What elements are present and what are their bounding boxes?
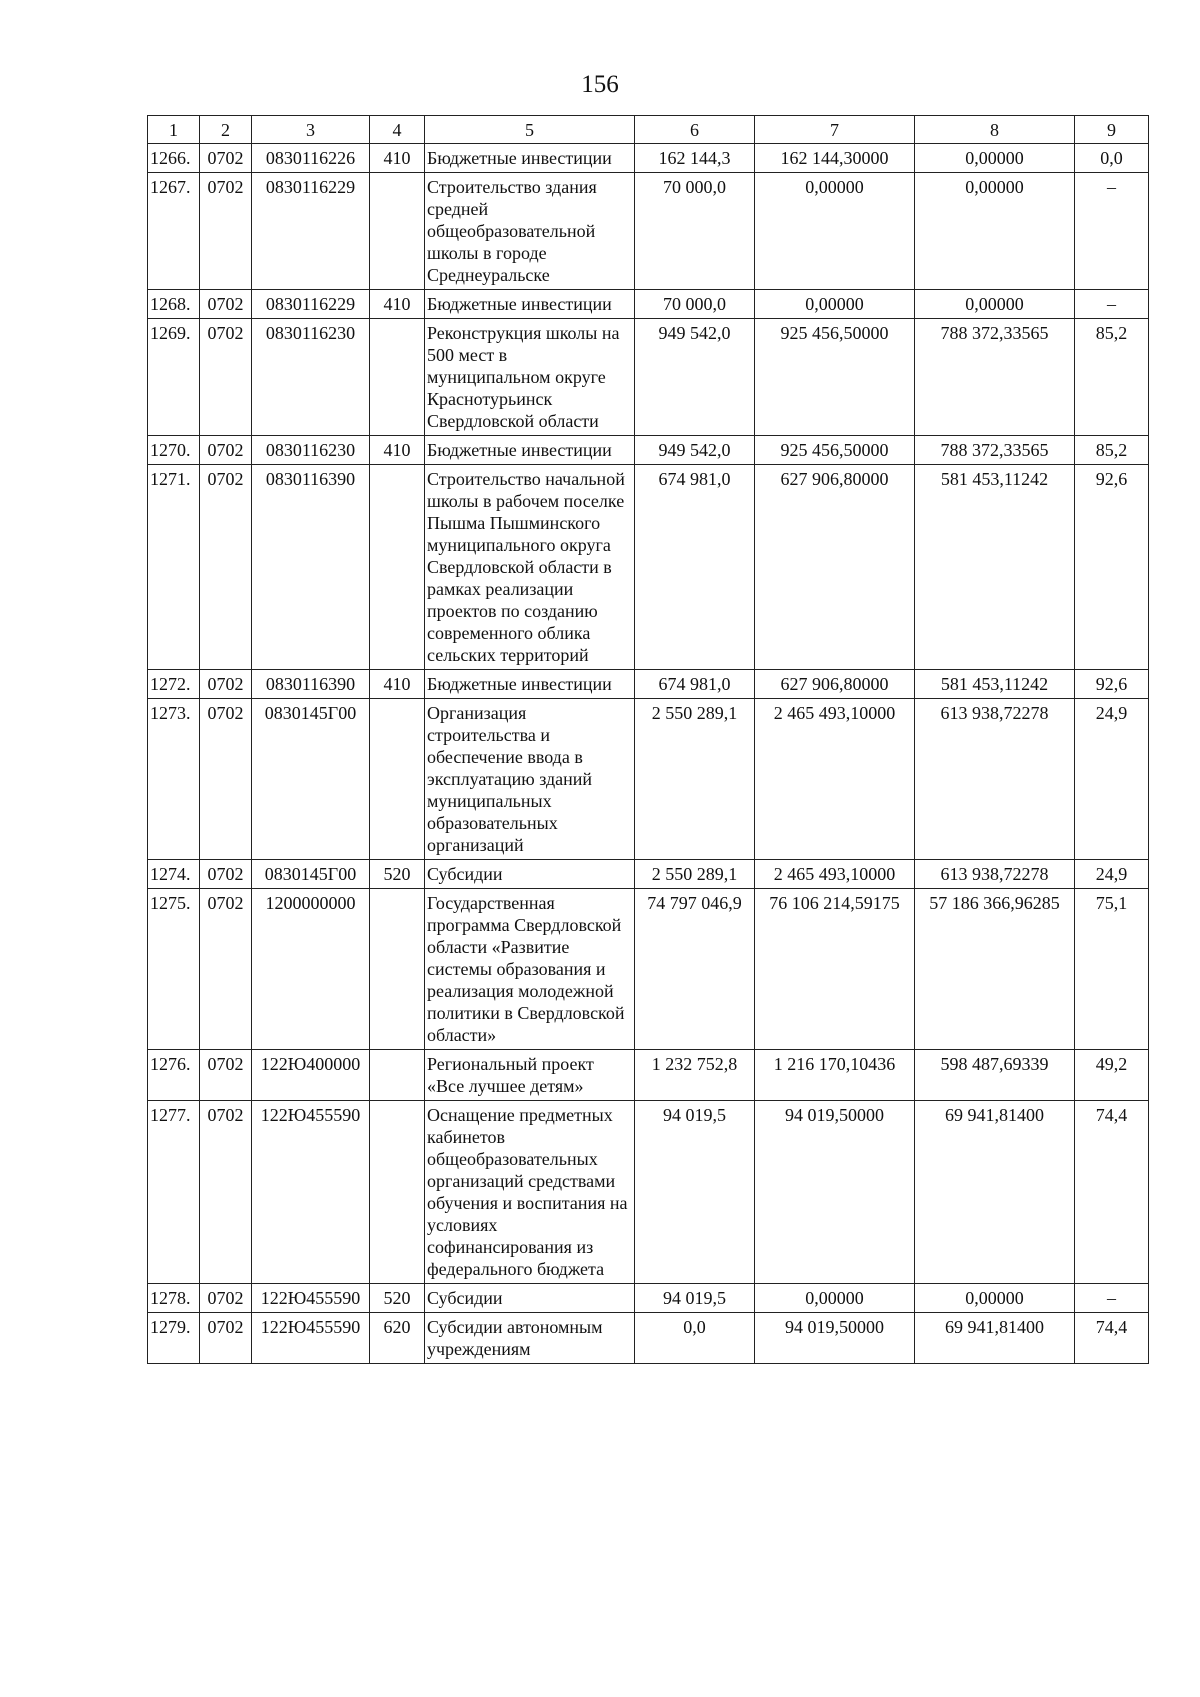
value-col-6: 674 981,0 bbox=[635, 670, 755, 699]
item-name: Субсидии bbox=[425, 860, 635, 889]
item-name: Реконструкция школы на 500 мест в муниципальном округе Краснотурьинск Свердловской области bbox=[425, 319, 635, 436]
section-code: 0702 bbox=[200, 699, 252, 860]
expense-type: 520 bbox=[370, 1284, 425, 1313]
value-col-8: 581 453,11242 bbox=[915, 465, 1075, 670]
table-row bbox=[148, 699, 1149, 860]
target-code: 0830116390 bbox=[252, 670, 370, 699]
target-code: 122Ю455590 bbox=[252, 1284, 370, 1313]
percent-col-9: – bbox=[1075, 290, 1149, 319]
table-row bbox=[148, 319, 1149, 436]
table-row bbox=[148, 465, 1149, 670]
value-col-6: 2 550 289,1 bbox=[635, 860, 755, 889]
row-number: 1268. bbox=[148, 290, 200, 319]
expense-type bbox=[370, 699, 425, 860]
row-number: 1279. bbox=[148, 1313, 200, 1364]
table-body bbox=[148, 144, 1149, 1364]
column-header: 6 bbox=[635, 116, 755, 144]
value-col-6: 1 232 752,8 bbox=[635, 1050, 755, 1101]
column-header: 2 bbox=[200, 116, 252, 144]
item-name: Субсидии bbox=[425, 1284, 635, 1313]
section-code: 0702 bbox=[200, 670, 252, 699]
value-col-6: 0,0 bbox=[635, 1313, 755, 1364]
column-header: 1 bbox=[148, 116, 200, 144]
section-code: 0702 bbox=[200, 889, 252, 1050]
section-code: 0702 bbox=[200, 1101, 252, 1284]
table-row bbox=[148, 860, 1149, 889]
row-number: 1270. bbox=[148, 436, 200, 465]
value-col-8: 598 487,69339 bbox=[915, 1050, 1075, 1101]
expense-type: 410 bbox=[370, 290, 425, 319]
row-number: 1274. bbox=[148, 860, 200, 889]
target-code: 0830116226 bbox=[252, 144, 370, 173]
expense-type: 410 bbox=[370, 670, 425, 699]
value-col-8: 613 938,72278 bbox=[915, 860, 1075, 889]
value-col-7: 0,00000 bbox=[755, 1284, 915, 1313]
target-code: 0830116229 bbox=[252, 290, 370, 319]
budget-table bbox=[147, 115, 1149, 1364]
percent-col-9: 92,6 bbox=[1075, 670, 1149, 699]
item-name: Региональный проект «Все лучшее детям» bbox=[425, 1050, 635, 1101]
table-row bbox=[148, 436, 1149, 465]
value-col-7: 94 019,50000 bbox=[755, 1313, 915, 1364]
target-code: 122Ю400000 bbox=[252, 1050, 370, 1101]
table-row bbox=[148, 889, 1149, 1050]
value-col-8: 0,00000 bbox=[915, 144, 1075, 173]
item-name: Государственная программа Свердловской области «Развитие системы образования и реализация молодежной политики в Свердловской области» bbox=[425, 889, 635, 1050]
value-col-6: 70 000,0 bbox=[635, 290, 755, 319]
target-code: 0830116230 bbox=[252, 319, 370, 436]
target-code: 0830116390 bbox=[252, 465, 370, 670]
column-header: 5 bbox=[425, 116, 635, 144]
target-code: 0830116229 bbox=[252, 173, 370, 290]
target-code: 0830116230 bbox=[252, 436, 370, 465]
value-col-6: 70 000,0 bbox=[635, 173, 755, 290]
value-col-7: 627 906,80000 bbox=[755, 670, 915, 699]
value-col-6: 94 019,5 bbox=[635, 1284, 755, 1313]
value-col-7: 0,00000 bbox=[755, 290, 915, 319]
percent-col-9: 92,6 bbox=[1075, 465, 1149, 670]
expense-type: 520 bbox=[370, 860, 425, 889]
value-col-7: 162 144,30000 bbox=[755, 144, 915, 173]
section-code: 0702 bbox=[200, 436, 252, 465]
percent-col-9: 74,4 bbox=[1075, 1313, 1149, 1364]
item-name: Оснащение предметных кабинетов общеобразовательных организаций средствами обучения и воспитания на условиях софинансирования из федерального бюджета bbox=[425, 1101, 635, 1284]
page-number: 156 bbox=[581, 71, 619, 98]
table-row bbox=[148, 670, 1149, 699]
percent-col-9: 85,2 bbox=[1075, 319, 1149, 436]
row-number: 1277. bbox=[148, 1101, 200, 1284]
value-col-6: 949 542,0 bbox=[635, 436, 755, 465]
percent-col-9: 0,0 bbox=[1075, 144, 1149, 173]
row-number: 1275. bbox=[148, 889, 200, 1050]
percent-col-9: 74,4 bbox=[1075, 1101, 1149, 1284]
item-name: Бюджетные инвестиции bbox=[425, 436, 635, 465]
percent-col-9: 24,9 bbox=[1075, 860, 1149, 889]
table-row bbox=[148, 144, 1149, 173]
table-row bbox=[148, 173, 1149, 290]
row-number: 1272. bbox=[148, 670, 200, 699]
table-row bbox=[148, 1313, 1149, 1364]
table-row bbox=[148, 1284, 1149, 1313]
value-col-7: 94 019,50000 bbox=[755, 1101, 915, 1284]
percent-col-9: 24,9 bbox=[1075, 699, 1149, 860]
value-col-6: 74 797 046,9 bbox=[635, 889, 755, 1050]
value-col-6: 162 144,3 bbox=[635, 144, 755, 173]
section-code: 0702 bbox=[200, 1050, 252, 1101]
section-code: 0702 bbox=[200, 465, 252, 670]
value-col-6: 94 019,5 bbox=[635, 1101, 755, 1284]
expense-type bbox=[370, 889, 425, 1050]
value-col-7: 0,00000 bbox=[755, 173, 915, 290]
row-number: 1267. bbox=[148, 173, 200, 290]
column-header: 8 bbox=[915, 116, 1075, 144]
row-number: 1276. bbox=[148, 1050, 200, 1101]
value-col-7: 627 906,80000 bbox=[755, 465, 915, 670]
expense-type bbox=[370, 1101, 425, 1284]
section-code: 0702 bbox=[200, 319, 252, 436]
percent-col-9: – bbox=[1075, 173, 1149, 290]
header-row bbox=[148, 116, 1149, 144]
column-header: 3 bbox=[252, 116, 370, 144]
column-header: 7 bbox=[755, 116, 915, 144]
value-col-7: 925 456,50000 bbox=[755, 436, 915, 465]
section-code: 0702 bbox=[200, 173, 252, 290]
value-col-8: 69 941,81400 bbox=[915, 1101, 1075, 1284]
table-row bbox=[148, 1050, 1149, 1101]
expense-type bbox=[370, 173, 425, 290]
value-col-7: 1 216 170,10436 bbox=[755, 1050, 915, 1101]
expense-type bbox=[370, 319, 425, 436]
value-col-8: 0,00000 bbox=[915, 173, 1075, 290]
row-number: 1269. bbox=[148, 319, 200, 436]
percent-col-9: 75,1 bbox=[1075, 889, 1149, 1050]
section-code: 0702 bbox=[200, 860, 252, 889]
item-name: Строительство здания средней общеобразовательной школы в городе Среднеуральске bbox=[425, 173, 635, 290]
expense-type bbox=[370, 1050, 425, 1101]
value-col-6: 949 542,0 bbox=[635, 319, 755, 436]
column-header: 4 bbox=[370, 116, 425, 144]
value-col-8: 0,00000 bbox=[915, 1284, 1075, 1313]
table-row bbox=[148, 290, 1149, 319]
value-col-7: 2 465 493,10000 bbox=[755, 699, 915, 860]
section-code: 0702 bbox=[200, 1313, 252, 1364]
percent-col-9: 49,2 bbox=[1075, 1050, 1149, 1101]
target-code: 0830145Г00 bbox=[252, 699, 370, 860]
item-name: Бюджетные инвестиции bbox=[425, 670, 635, 699]
expense-type bbox=[370, 465, 425, 670]
table-row bbox=[148, 1101, 1149, 1284]
expense-type: 410 bbox=[370, 436, 425, 465]
percent-col-9: 85,2 bbox=[1075, 436, 1149, 465]
value-col-8: 69 941,81400 bbox=[915, 1313, 1075, 1364]
value-col-6: 674 981,0 bbox=[635, 465, 755, 670]
item-name: Бюджетные инвестиции bbox=[425, 290, 635, 319]
expense-type: 410 bbox=[370, 144, 425, 173]
percent-col-9: – bbox=[1075, 1284, 1149, 1313]
target-code: 122Ю455590 bbox=[252, 1101, 370, 1284]
row-number: 1273. bbox=[148, 699, 200, 860]
section-code: 0702 bbox=[200, 1284, 252, 1313]
target-code: 0830145Г00 bbox=[252, 860, 370, 889]
row-number: 1278. bbox=[148, 1284, 200, 1313]
section-code: 0702 bbox=[200, 290, 252, 319]
item-name: Строительство начальной школы в рабочем поселке Пышма Пышминского муниципального округа Свердловской области в рамках реализации проектов по созданию современного облика сельских территорий bbox=[425, 465, 635, 670]
value-col-6: 2 550 289,1 bbox=[635, 699, 755, 860]
expense-type: 620 bbox=[370, 1313, 425, 1364]
item-name: Организация строительства и обеспечение ввода в эксплуатацию зданий муниципальных образовательных организаций bbox=[425, 699, 635, 860]
value-col-7: 925 456,50000 bbox=[755, 319, 915, 436]
row-number: 1266. bbox=[148, 144, 200, 173]
value-col-7: 2 465 493,10000 bbox=[755, 860, 915, 889]
value-col-8: 0,00000 bbox=[915, 290, 1075, 319]
value-col-8: 613 938,72278 bbox=[915, 699, 1075, 860]
value-col-8: 57 186 366,96285 bbox=[915, 889, 1075, 1050]
item-name: Субсидии автономным учреждениям bbox=[425, 1313, 635, 1364]
section-code: 0702 bbox=[200, 144, 252, 173]
item-name: Бюджетные инвестиции bbox=[425, 144, 635, 173]
value-col-7: 76 106 214,59175 bbox=[755, 889, 915, 1050]
row-number: 1271. bbox=[148, 465, 200, 670]
value-col-8: 788 372,33565 bbox=[915, 319, 1075, 436]
target-code: 122Ю455590 bbox=[252, 1313, 370, 1364]
value-col-8: 788 372,33565 bbox=[915, 436, 1075, 465]
target-code: 1200000000 bbox=[252, 889, 370, 1050]
column-header: 9 bbox=[1075, 116, 1149, 144]
value-col-8: 581 453,11242 bbox=[915, 670, 1075, 699]
